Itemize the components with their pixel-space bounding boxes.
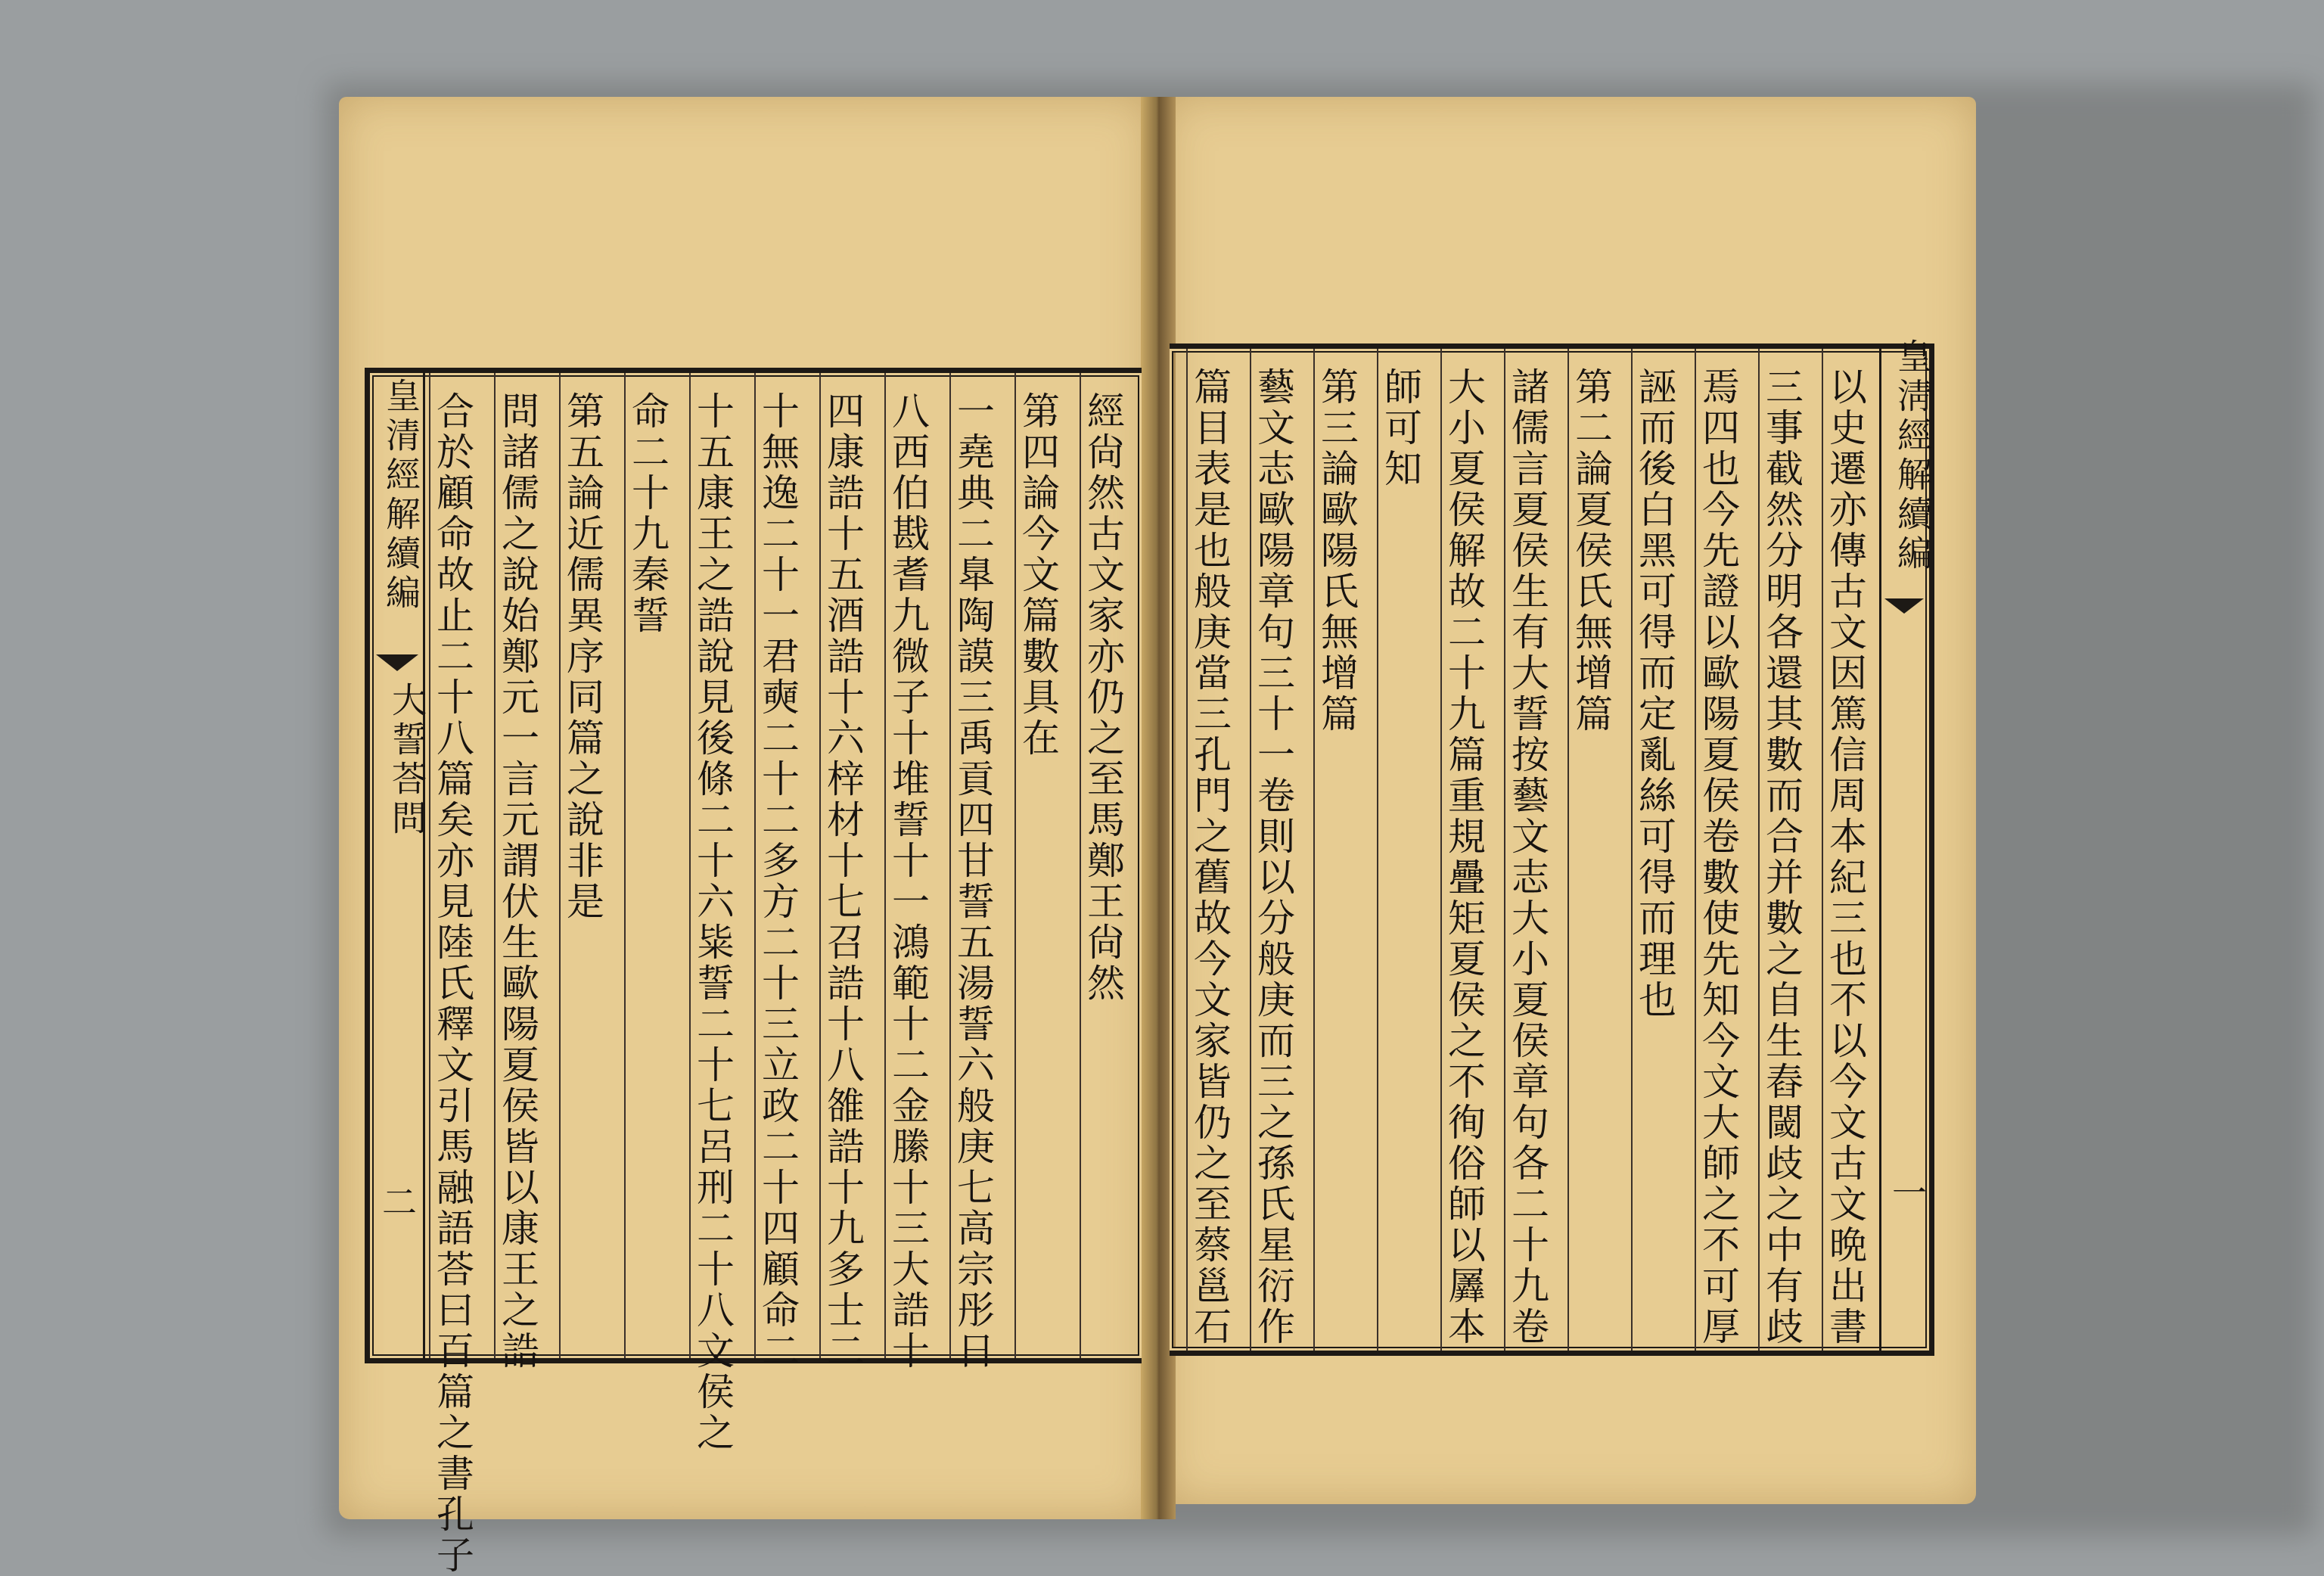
left-spine-title: 皇清經解續編 — [381, 378, 421, 614]
right-column-text: 大小夏侯解故二十九篇重規疊矩夏侯之不徇俗師以羼本 — [1442, 367, 1486, 1348]
right-text-column — [1377, 349, 1422, 1351]
right-text-column — [1822, 349, 1867, 1351]
left-spine-column — [370, 373, 425, 1358]
left-column-text: 八西伯戡耆九微子十堆誓十一鴻範十二金縢十三大誥十 — [886, 391, 930, 1372]
left-column-text: 經尙然古文家亦仍之至馬鄭王尙然 — [1081, 391, 1125, 1004]
left-column-text: 十五康王之誥說見後條二十六粊誓二十七呂刑二十八文侯之 — [691, 391, 735, 1453]
left-column-text: 一堯典二臯陶謨三禹貢四甘誓五湯誓六般庚七高宗彤日 — [951, 391, 995, 1372]
left-column-text: 合於顧命故止二十八篇矣亦見陸氏釋文引馬融語荅曰百篇之書孔子 — [430, 391, 474, 1576]
left-column-text: 問諸儒之說始鄭元一言元謂伏生歐陽夏侯皆以康王之誥 — [496, 391, 539, 1372]
left-column-text: 四康誥十五酒誥十六梓材十七召誥十八雒誥十九多士二 — [821, 391, 865, 1372]
right-text-frame — [1170, 338, 1934, 1356]
right-text-column — [1186, 349, 1232, 1351]
right-spine-column — [1879, 338, 1933, 1351]
fish-tail-mark-icon — [376, 654, 418, 671]
right-text-column — [1567, 349, 1613, 1351]
right-column-text: 以史遷亦傳古文因篤信周本紀三也不以今文古文晩出書 — [1823, 367, 1867, 1348]
right-column-text: 諸儒言夏侯生有大誓按藝文志大小夏侯章句各二十九卷 — [1505, 367, 1549, 1348]
right-column-text: 三事截然分明各還其數而合并數之自生舂閾歧之中有歧 — [1760, 367, 1804, 1348]
left-text-column — [819, 373, 865, 1372]
right-text-column — [1695, 349, 1740, 1351]
right-column-text: 藝文志歐陽章句三十一卷則以分般庚而三之孫氏星衍作 — [1251, 367, 1295, 1348]
left-column-text: 命二十九秦誓 — [626, 391, 670, 636]
left-text-column — [754, 373, 800, 1372]
left-spine-subtitle: 大誓荅問 — [387, 682, 427, 839]
left-text-column — [559, 373, 604, 1358]
left-text-frame — [365, 368, 1142, 1576]
left-page-number: 二 — [382, 1182, 417, 1223]
fish-tail-mark-icon — [1884, 598, 1924, 614]
left-text-column — [689, 373, 735, 1453]
left-text-column — [949, 373, 995, 1372]
right-text-column — [1313, 349, 1359, 1351]
left-column-text: 第五論近儒異序同篇之說非是 — [561, 391, 604, 922]
right-text-column — [1631, 349, 1676, 1351]
right-spine-title: 皇淸經解續編 — [1892, 338, 1933, 574]
right-column-text: 焉四也今先證以歐陽夏侯卷數使先知今文大師之不可厚 — [1696, 367, 1740, 1348]
left-text-column — [1014, 373, 1060, 1358]
right-text-column — [1440, 349, 1486, 1351]
right-page-number: 一 — [1892, 1173, 1927, 1214]
right-text-column — [1504, 349, 1549, 1351]
left-text-column — [624, 373, 670, 1358]
right-column-text: 篇目表是也般庚當三孔門之舊故今文家皆仍之至蔡邕石 — [1188, 367, 1232, 1348]
left-text-column — [884, 373, 930, 1372]
left-text-column — [1080, 373, 1125, 1358]
right-column-text: 誣而後白黑可得而定亂絲可得而理也 — [1633, 367, 1676, 1021]
right-text-column — [1758, 349, 1804, 1351]
left-text-column — [429, 373, 474, 1576]
left-column-text: 第四論今文篇數具在 — [1016, 391, 1060, 759]
left-column-text: 十無逸二十一君奭二十二多方二十三立政二十四顧命二 — [756, 391, 800, 1372]
right-text-column — [1250, 349, 1295, 1351]
right-column-text: 第二論夏侯氏無增篇 — [1569, 367, 1613, 735]
right-column-text: 師可知 — [1378, 367, 1422, 490]
left-text-column — [494, 373, 539, 1372]
right-column-text: 第三論歐陽氏無增篇 — [1315, 367, 1359, 735]
